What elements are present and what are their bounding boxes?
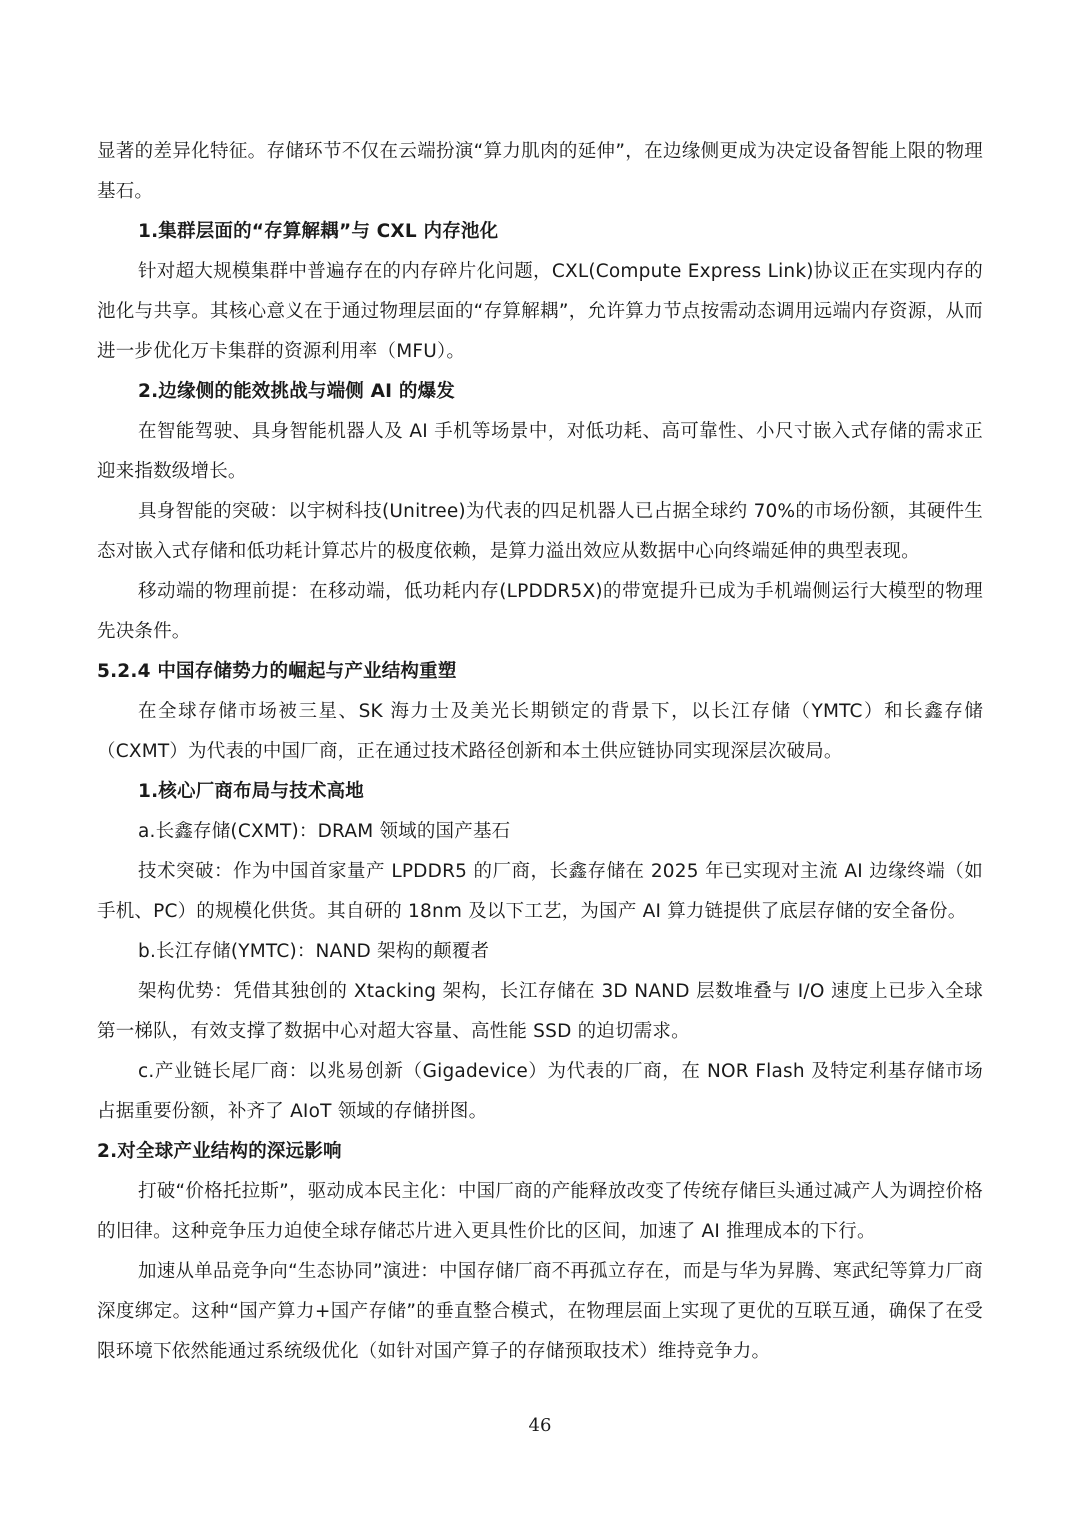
heading-edge-ai: 2.边缘侧的能效挑战与端侧 AI 的爆发 [138,381,455,402]
paragraph-price-trust: 打破“价格托拉斯”，驱动成本民主化：中国厂商的产能释放改变了传统存储巨头通过减产人为调控价格的旧律。这种竞争压力迫使全球存储芯片进入更具性价比的区间，加速了 AI 推理成本的下行。 [97,1181,983,1242]
paragraph-intro-continued: 显著的差异化特征。存储环节不仅在云端扮演“算力肌肉的延伸”，在边缘侧更成为决定设备智能上限的物理基石。 [97,141,983,202]
paragraph-ecosystem: 加速从单品竞争向“生态协同”演进：中国存储厂商不再孤立存在，而是与华为昇腾、寒武纪等算力厂商深度绑定。这种“国产算力+国产存储”的垂直整合模式，在物理层面上实现了更优的互联互通，确保了在受限环境下依然能通过系统级优化（如针对国产算子的存储预取技术）维持竞争力。 [97,1261,983,1362]
paragraph-cxl: 针对超大规模集群中普遍存在的内存碎片化问题，CXL(Compute Express Link)协议正在实现内存的池化与共享。其核心意义在于通过物理层面的“存算解耦”，允许算力节点按需动态调用远端内存资源，从而进一步优化万卡集群的资源利用率（MFU）。 [97,261,983,362]
document-body [97,132,983,1372]
paragraph-cxmt-title: a.长鑫存储(CXMT)：DRAM 领域的国产基石 [138,821,511,842]
paragraph-cxmt-detail: 技术突破：作为中国首家量产 LPDDR5 的厂商，长鑫存储在 2025 年已实现对主流 AI 边缘终端（如手机、PC）的规模化供货。其自研的 18nm 及以下工艺，为国产 AI 算力链提供了底层存储的安全备份。 [97,861,983,922]
heading-global-impact: 2.对全球产业结构的深远影响 [97,1141,342,1162]
paragraph-china-intro: 在全球存储市场被三星、SK 海力士及美光长期锁定的背景下，以长江存储（YMTC）和长鑫存储（CXMT）为代表的中国厂商，正在通过技术路径创新和本土供应链协同实现深层次破局。 [97,701,983,762]
paragraph-edge-demand: 在智能驾驶、具身智能机器人及 AI 手机等场景中，对低功耗、高可靠性、小尺寸嵌入式存储的需求正迎来指数级增长。 [97,421,983,482]
heading-core-vendors: 1.核心厂商布局与技术高地 [138,781,365,802]
paragraph-mobile: 移动端的物理前提：在移动端，低功耗内存(LPDDR5X)的带宽提升已成为手机端侧运行大模型的物理先决条件。 [97,581,983,642]
paragraph-long-tail: c.产业链长尾厂商：以兆易创新（Gigadevice）为代表的厂商，在 NOR Flash 及特定利基存储市场占据重要份额，补齐了 AIoT 领域的存储拼图。 [97,1061,983,1122]
paragraph-embodied-ai: 具身智能的突破：以宇树科技(Unitree)为代表的四足机器人已占据全球约 70%的市场份额，其硬件生态对嵌入式存储和低功耗计算芯片的极度依赖，是算力溢出效应从数据中心向终端延伸的典型表现。 [97,501,983,562]
section-heading-5-2-4: 5.2.4 中国存储势力的崛起与产业结构重塑 [97,661,457,682]
page-number: 46 [528,1415,552,1436]
paragraph-ymtc-detail: 架构优势：凭借其独创的 Xtacking 架构，长江存储在 3D NAND 层数堆叠与 I/O 速度上已步入全球第一梯队，有效支撑了数据中心对超大容量、高性能 SSD 的迫切需求。 [97,981,983,1042]
paragraph-ymtc-title: b.长江存储(YMTC)：NAND 架构的颠覆者 [138,941,490,962]
heading-cxl-memory-pooling: 1.集群层面的“存算解耦”与 CXL 内存池化 [138,221,499,242]
